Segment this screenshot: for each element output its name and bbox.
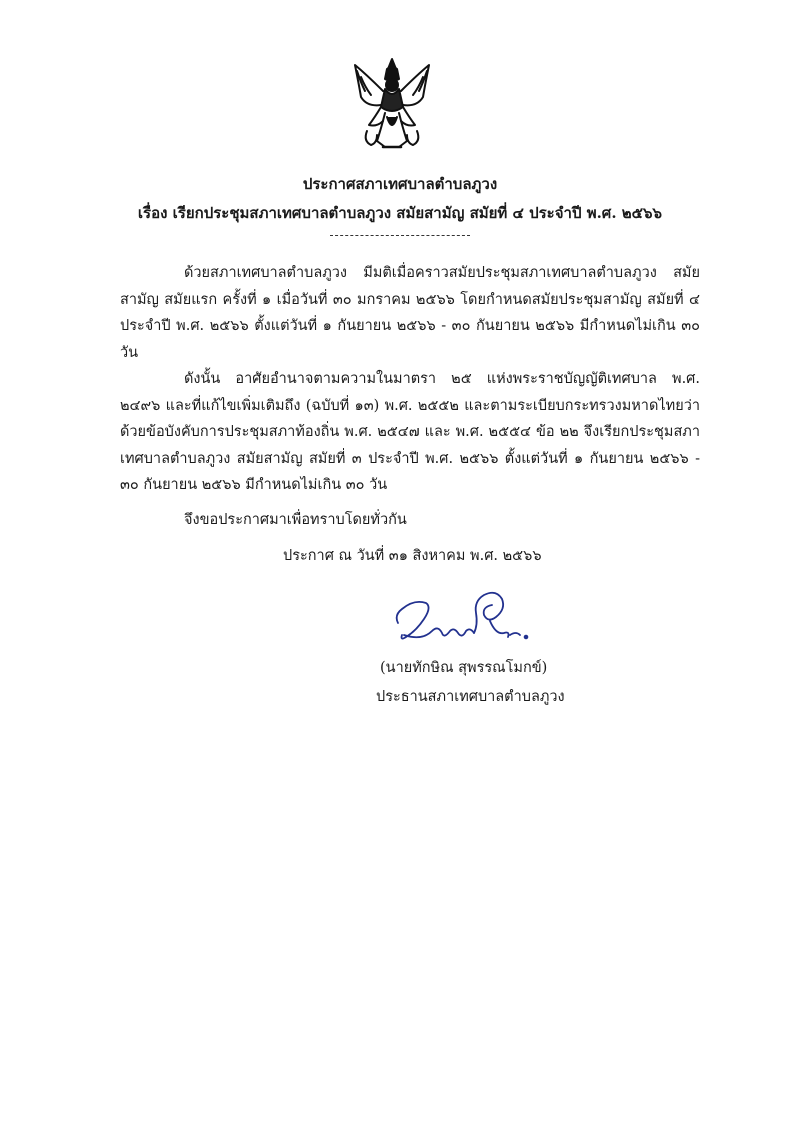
garuda-emblem-icon <box>347 55 437 155</box>
announcement-subject: เรื่อง เรียกประชุมสภาเทศบาลตำบลภูวง สมัยสามัญ สมัยที่ ๔ ประจำปี พ.ศ. ๒๕๖๖ <box>137 204 663 222</box>
signer-name: (นายทักษิณ สุพรรณโมกข์) <box>380 660 548 676</box>
announcement-date: ประกาศ ณ วันที่ ๓๑ สิงหาคม พ.ศ. ๒๕๖๖ <box>283 548 542 564</box>
body-paragraph-2: ดังนั้น อาศัยอำนาจตามความในมาตรา ๒๕ แห่งพระราชบัญญัติเทศบาล พ.ศ. ๒๔๙๖ และที่แก้ไขเพิ่มเติมถึง (ฉบับที่ ๑๓) พ.ศ. ๒๕๕๒ และตามระเบียบกระทรวงมหาดไทยว่าด้วยข้อบังคับการประชุมสภาท้องถิ่น พ.ศ. ๒๕๔๗ และ พ.ศ. ๒๕๕๔ ข้อ ๒๒ จึงเรียกประชุมสภาเทศบาลตำบลภูวง สมัยสามัญ สมัยที่ ๓ ประจำปี พ.ศ. ๒๕๖๖ ตั้งแต่วันที่ ๑ กันยายน ๒๕๖๖ - ๓๐ กันยายน ๒๕๖๖ มีกำหนดไม่เกิน ๓๐ วัน <box>120 371 700 493</box>
body-paragraph-3: จึงขอประกาศมาเพื่อทราบโดยทั่วกัน <box>184 512 407 528</box>
announcement-title: ประกาศสภาเทศบาลตำบลภูวง <box>302 175 498 193</box>
handwritten-signature-icon <box>392 585 542 660</box>
signer-position: ประธานสภาเทศบาลตำบลภูวง <box>376 689 565 705</box>
body-paragraph-1: ด้วยสภาเทศบาลตำบลภูวง มีมติเมื่อคราวสมัยประชุมสภาเทศบาลตำบลภูวง สมัยสามัญ สมัยแรก ครั้งที่ ๑ เมื่อวันที่ ๓๐ มกราคม ๒๕๖๖ โดยกำหนดสมัยประชุมสามัญ สมัยที่ ๔ ประจำปี พ.ศ. ๒๕๖๖ ตั้งแต่วันที่ ๑ กันยายน ๒๕๖๖ - ๓๐ กันยายน ๒๕๖๖ มีกำหนดไม่เกิน ๓๐ วัน <box>120 265 700 361</box>
title-divider <box>330 235 470 236</box>
